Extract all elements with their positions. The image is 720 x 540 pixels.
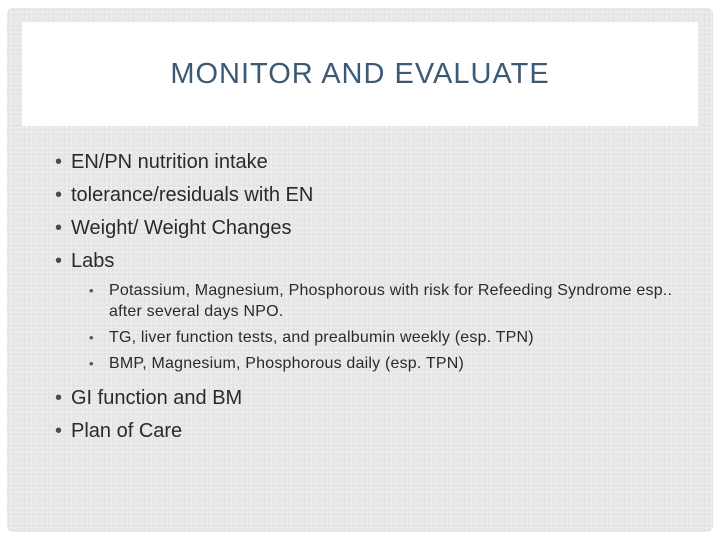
sublist-item: • Potassium, Magnesium, Phosphorous with risk for Refeeding Syndrome esp.. after several days NPO. (89, 282, 673, 320)
sub-bullet-icon: • (89, 356, 94, 371)
list-item: • Labs • Potassium, Magnesium, Phosphorous with risk for Refeeding Syndrome esp.. after several days NPO. • TG, liver function tests, and prealbumin weekly (esp. TPN) • BMP, Magnesium, Phosphorous daily (esp. TPN) (55, 245, 695, 374)
sublist-item: • BMP, Magnesium, Phosphorous daily (esp. TPN) (89, 355, 465, 372)
sub-bullet-icon: • (89, 283, 94, 298)
sub-bullet-icon: • (89, 330, 94, 345)
list-item: • tolerance/residuals with EN (55, 179, 695, 212)
sublist-item: • TG, liver function tests, and prealbumin weekly (esp. TPN) (89, 329, 534, 346)
list-item: • GI function and BM (55, 382, 695, 415)
bullet-icon: • (55, 420, 63, 442)
slide (7, 8, 713, 532)
bullet-list (55, 146, 695, 448)
list-item: • Weight/ Weight Changes (55, 212, 695, 245)
list-item: • Plan of Care (55, 415, 695, 448)
slide-title: MONITOR AND EVALUATE (170, 57, 550, 90)
list-item: • EN/PN nutrition intake (55, 146, 695, 179)
slide-content (55, 146, 695, 448)
bullet-icon: • (55, 250, 63, 272)
bullet-icon: • (55, 387, 63, 409)
title-box (22, 22, 698, 126)
bullet-icon: • (55, 184, 63, 206)
labs-sublist (89, 280, 695, 374)
bullet-icon: • (55, 217, 63, 239)
bullet-icon: • (55, 151, 63, 173)
